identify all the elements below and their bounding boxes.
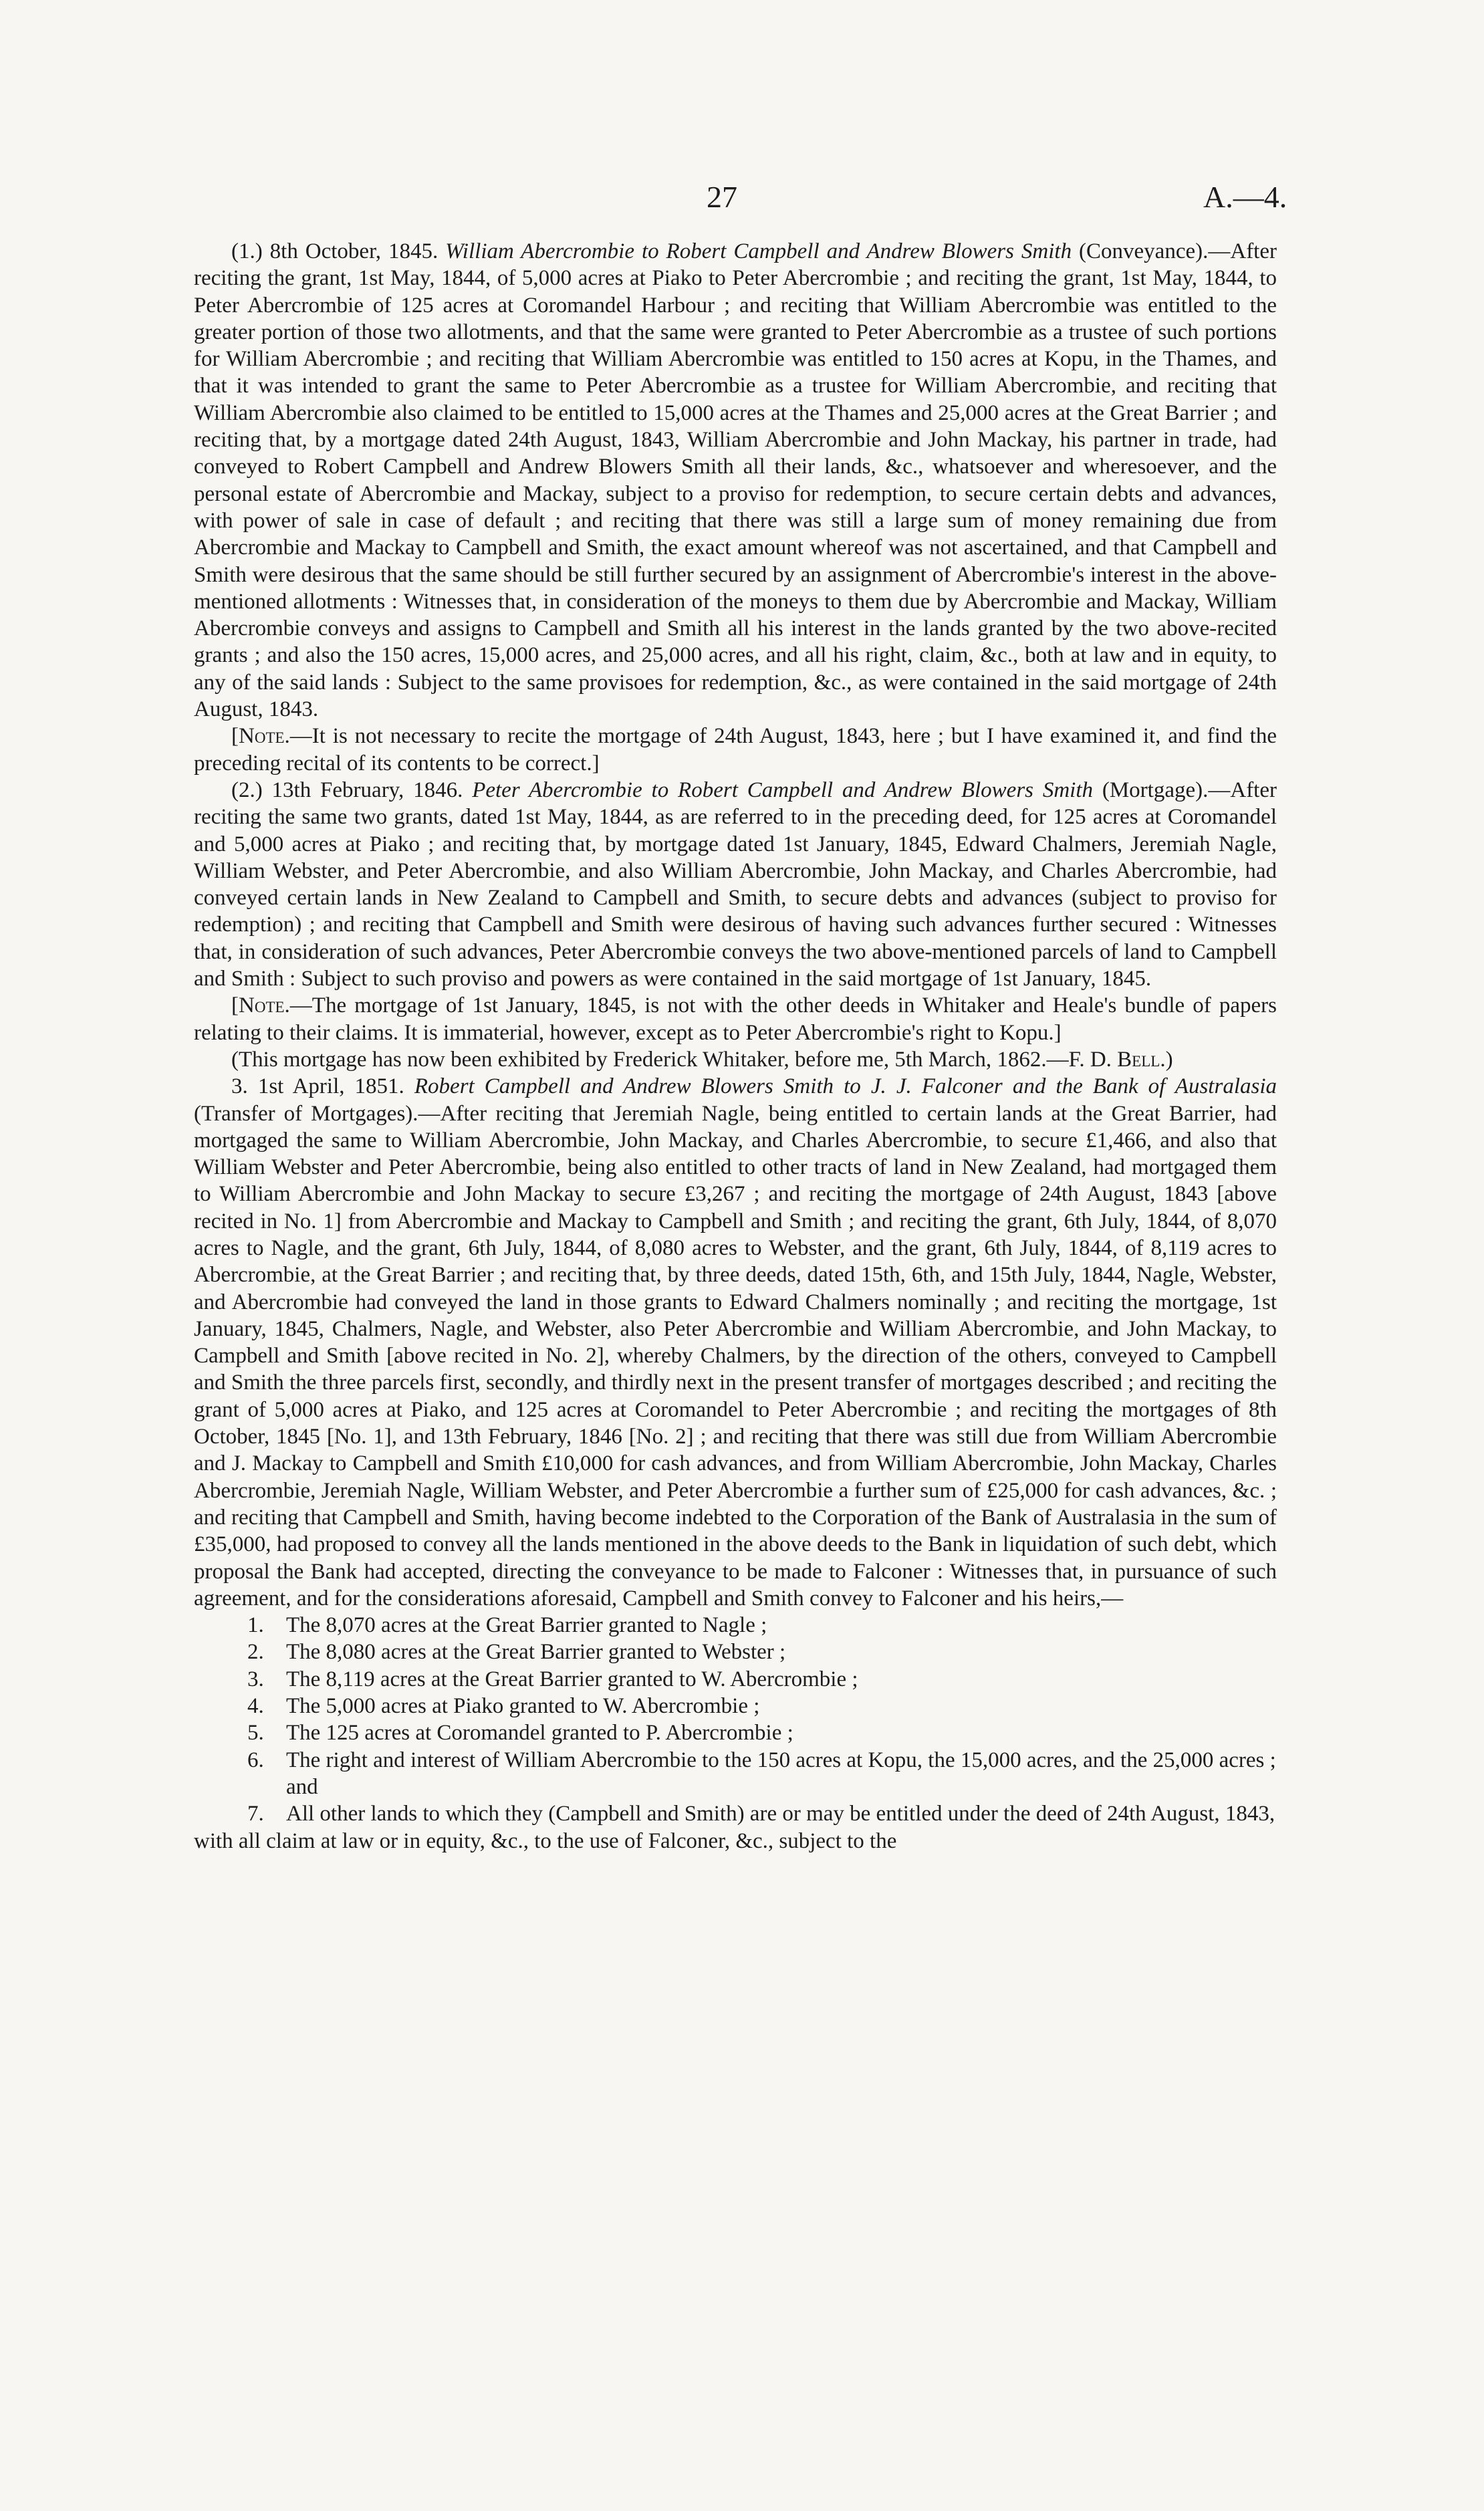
list-item-text: The right and interest of William Abercrombie to the 150 acres at Kopu, the 15,000 acres, and the 25,000 acres ; and bbox=[286, 1748, 1276, 1799]
list-item bbox=[247, 1612, 1277, 1639]
list-item-text: The 8,080 acres at the Great Barrier granted to Webster ; bbox=[286, 1640, 786, 1665]
list-item-number: 6. bbox=[247, 1748, 264, 1772]
note-1-label: Note bbox=[239, 724, 285, 749]
list-item-number: 5. bbox=[247, 1721, 264, 1746]
deed-2-text: (Mortgage).—After reciting the same two grants, dated 1st May, 1844, as are referred to in the preceding deed, for 125 acres at Coromandel and 5,000 acres at Piako ; and reciting that, by mortgage dated 1st January, 1845, Edward Chalmers, Jeremiah Nagle, William Webster, and Peter Abercrombie, and also William Abercrombie, John Mackay, and Charles Abercrombie, had conveyed certain lands in New Zealand to Campbell and Smith, to secure debts and advances (subject to proviso for redemption) ; and reciting that Campbell and Smith were desirous of having such advances further secured : Witnesses that, in consideration of such advances, Peter Abercrombie conveys the two above-mentioned parcels of land to Campbell and Smith : Subject to such proviso and powers as were contained in the said mortgage of 1st January, 1845. bbox=[194, 778, 1277, 991]
deed-1-text: (Conveyance).—After reciting the grant, 1st May, 1844, of 5,000 acres at Piako to Peter Abercrombie ; and reciting the grant, 1st May, 1844, to Peter Abercrombie of 125 acres at Coromandel Harbour ; and reciting that William Abercrombie was entitled to the greater portion of those two allotments, and that the same were granted to Peter Abercrombie as a trustee of such portions for William Abercrombie ; and reciting that William Abercrombie was entitled to 150 acres at Kopu, in the Thames, and that it was intended to grant the same to Peter Abercrombie as a trustee for William Abercrombie, and reciting that William Abercrombie also claimed to be entitled to 15,000 acres at the Thames and 25,000 acres at the Great Barrier ; and reciting that, by a mortgage dated 24th August, 1843, William Abercrombie and John Mackay, his partner in trade, had conveyed to Robert Campbell and Andrew Blowers Smith all their lands, &c., whatsoever and wheresoever, and the personal estate of Abercrombie and Mackay, subject to a proviso for redemption, to secure certain debts and advances, with power of sale in case of default ; and reciting that there was still a large sum of money remaining due from Abercrombie and Mackay to Campbell and Smith, the exact amount whereof was not ascertained, and that Campbell and Smith were desirous that the same should be still further secured by an assignment of Abercrombie's interest in the above-mentioned allotments : Witnesses that, in consideration of the moneys to them due by Abercrombie and Mackay, William Abercrombie conveys and assigns to Campbell and Smith all his interest in the lands granted by the two above-recited grants ; and also the 150 acres, 15,000 acres, and 25,000 acres, and all his right, claim, &c., both at law and in equity, to any of the said lands : Subject to the same provisoes for redemption, &c., as were contained in the said mortgage of 24th August, 1843. bbox=[194, 239, 1277, 722]
list-item-number: 2. bbox=[247, 1640, 264, 1665]
note-1 bbox=[194, 723, 1277, 777]
exhibit-text: (This mortgage has now been exhibited by Frederick Whitaker, before me, 5th March, 1862.—F. D. bbox=[231, 1047, 1118, 1072]
list-item-text: The 125 acres at Coromandel granted to P. Abercrombie ; bbox=[286, 1721, 793, 1746]
list-item-text: The 5,000 acres at Piako granted to W. Abercrombie ; bbox=[286, 1694, 760, 1719]
note-1-bracket: [ bbox=[231, 724, 239, 749]
page-number: 27 bbox=[707, 180, 737, 214]
exhibit-note bbox=[194, 1046, 1277, 1073]
note-2-bracket: [ bbox=[231, 993, 239, 1018]
list-item bbox=[247, 1666, 1277, 1693]
list-item bbox=[247, 1747, 1277, 1801]
list-item-text: The 8,119 acres at the Great Barrier granted to W. Abercrombie ; bbox=[286, 1667, 858, 1691]
list-item-text: All other lands to which they (Campbell and Smith) are or may be entitled under the deed of 24th August, 1843, bbox=[286, 1802, 1275, 1826]
list-item bbox=[247, 1719, 1277, 1746]
lands-list bbox=[194, 1612, 1277, 1827]
deed-1-title: William Abercrombie to Robert Campbell and Andrew Blowers Smith bbox=[445, 239, 1072, 263]
list-item bbox=[247, 1693, 1277, 1719]
note-1-text: .—It is not necessary to recite the mortgage of 24th August, 1843, here ; but I have examined it, and find the preceding recital of its contents to be correct.] bbox=[194, 724, 1277, 775]
deed-2-date: (2.) 13th February, 1846. bbox=[231, 778, 473, 802]
deed-1-date: (1.) 8th October, 1845. bbox=[231, 239, 446, 263]
list-item-number: 1. bbox=[247, 1613, 264, 1638]
note-2-text: .—The mortgage of 1st January, 1845, is not with the other deeds in Whitaker and Heale's bundle of papers relating to their claims. It is immaterial, however, except as to Peter Abercrombie's right to Kopu.] bbox=[194, 993, 1277, 1045]
list-item-number: 4. bbox=[247, 1694, 264, 1719]
list-item-number: 3. bbox=[247, 1667, 264, 1691]
list-item bbox=[247, 1639, 1277, 1665]
document-body bbox=[194, 238, 1277, 1855]
closing-line: with all claim at law or in equity, &c., to the use of Falconer, &c., subject to the bbox=[194, 1828, 897, 1853]
exhibit-signature: Bell bbox=[1117, 1047, 1160, 1072]
note-2-label: Note bbox=[239, 993, 285, 1018]
page-reference: A.—4. bbox=[1203, 180, 1287, 214]
deed-3-text: (Transfer of Mortgages).—After reciting that Jeremiah Nagle, being entitled to certain lands at the Great Barrier, had mortgaged the same to William Abercrombie, John Mackay, and Charles Abercrombie, to secure £1,466, and also that William Webster and Peter Abercrombie, being also entitled to other tracts of land in New Zealand, had mortgaged them to William Abercrombie and John Mackay to secure £3,267 ; and reciting the mortgage of 24th August, 1843 [above recited in No. 1] from Abercrombie and Mackay to Campbell and Smith ; and reciting the grant, 6th July, 1844, of 8,070 acres to Nagle, and the grant, 6th July, 1844, of 8,080 acres to Webster, and the grant, 6th July, 1844, of 8,119 acres to Abercrombie, at the Great Barrier ; and reciting that, by three deeds, dated 15th, 6th, and 15th July, 1844, Nagle, Webster, and Abercrombie had conveyed the land in those grants to Edward Chalmers nominally ; and reciting the mortgage, 1st January, 1845, Chalmers, Nagle, and Webster, also Peter Abercrombie and William Abercrombie, and John Mackay, to Campbell and Smith [above recited in No. 2], whereby Chalmers, by the direction of the others, conveyed to Campbell and Smith the three parcels first, secondly, and thirdly next in the present transfer of mortgages described ; and reciting the grant of 5,000 acres at Piako, and 125 acres at Coromandel to Peter Abercrombie ; and reciting the mortgages of 8th October, 1845 [No. 1], and 13th February, 1846 [No. 2] ; and reciting that there was still due from William Abercrombie and J. Mackay to Campbell and Smith £10,000 for cash advances, and from William Abercrombie, John Mackay, Charles Abercrombie, Jeremiah Nagle, William Webster, and Peter Abercrombie a further sum of £25,000 for cash advances, &c. ; and reciting that Campbell and Smith, having become indebted to the Corporation of the Bank of Australasia in the sum of £35,000, had proposed to convey all the lands mentioned in the above deeds to the Bank in liquidation of such debt, which proposal the Bank had accepted, directing the conveyance to be made to Falconer : Witnesses that, in pursuance of such agreement, and for the considerations aforesaid, Campbell and Smith convey to Falconer and his heirs,— bbox=[194, 1101, 1277, 1610]
deed-3-date: 3. 1st April, 1851. bbox=[231, 1074, 414, 1099]
list-item bbox=[247, 1800, 1277, 1827]
deed-paragraph-3 bbox=[194, 1073, 1277, 1612]
exhibit-close: .) bbox=[1160, 1047, 1173, 1072]
list-item-text: The 8,070 acres at the Great Barrier granted to Nagle ; bbox=[286, 1613, 767, 1638]
deed-paragraph-2 bbox=[194, 777, 1277, 992]
deed-3-title: Robert Campbell and Andrew Blowers Smith to J. J. Falconer and the Bank of Australasia bbox=[414, 1074, 1277, 1099]
deed-2-title: Peter Abercrombie to Robert Campbell and Andrew Blowers Smith bbox=[472, 778, 1094, 802]
deed-paragraph-1 bbox=[194, 238, 1277, 723]
note-2 bbox=[194, 992, 1277, 1046]
list-item-number: 7. bbox=[247, 1802, 264, 1826]
